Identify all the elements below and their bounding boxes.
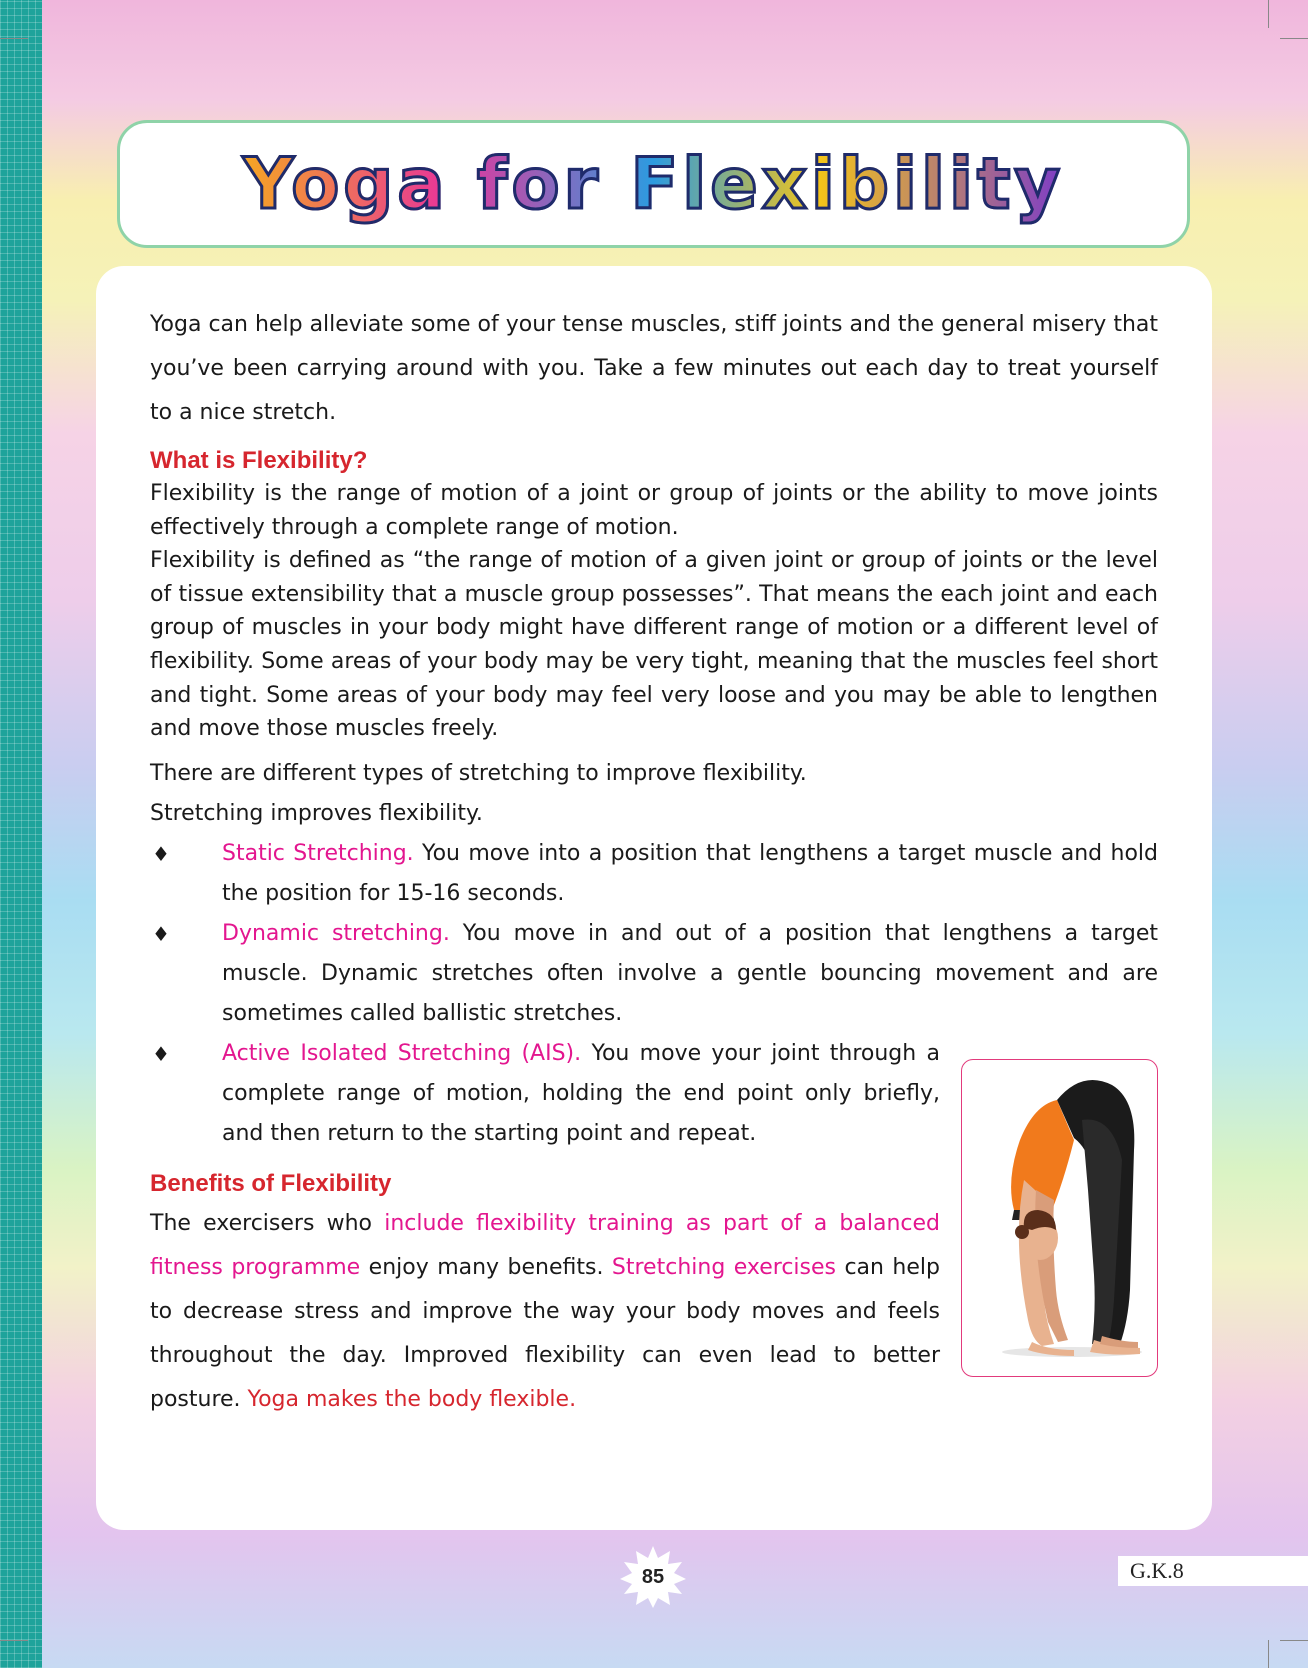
crop-mark xyxy=(1280,1640,1308,1641)
intro-paragraph: Yoga can help alleviate some of your tense muscles, stiff joints and the general misery that you’ve been carrying around with you. Take a few minutes out each day to treat yourself to a nice stretch. xyxy=(150,312,1158,425)
benefits-conclusion: Yoga makes the body flexible. xyxy=(247,1386,577,1412)
stretching-improves-line: Stretching improves flexibility. xyxy=(150,800,483,826)
list-item xyxy=(150,914,1158,1034)
benefits-highlight: include flexibility training as part of a balanced fitness programme xyxy=(150,1210,940,1280)
bullet-term: Dynamic stretching. xyxy=(222,920,450,946)
page-number: 85 xyxy=(641,1565,665,1588)
flexibility-paragraph-1: Flexibility is the range of motion of a joint or group of joints or the ability to move joints effectively through a complete range of motion. xyxy=(150,481,1158,540)
diamond-bullet-icon: ♦ xyxy=(152,841,170,866)
title-banner xyxy=(117,120,1190,248)
diamond-bullet-icon: ♦ xyxy=(152,1041,170,1066)
benefits-highlight: Stretching exercises xyxy=(611,1254,836,1280)
crop-mark xyxy=(0,1640,28,1641)
diamond-bullet-icon: ♦ xyxy=(152,921,170,946)
crop-mark xyxy=(0,38,28,39)
section-heading-flexibility: What is Flexibility? xyxy=(150,447,368,474)
list-item xyxy=(150,1034,940,1154)
benefits-paragraph xyxy=(150,1202,940,1422)
crop-mark xyxy=(1268,1640,1269,1668)
bullet-text: You move into a position that lengthens a target muscle and hold the position for 15-16 seconds. xyxy=(222,840,1158,906)
list-item xyxy=(150,834,1158,914)
page-title: Yoga for Flexibility xyxy=(242,143,1065,225)
crop-mark xyxy=(1268,0,1269,28)
stretching-types-line: There are different types of stretching to improve flexibility. xyxy=(150,760,807,786)
benefits-text: can help to decrease stress and improve the way your body moves and feels throughout the day. Improved flexibility can even lead to better posture. xyxy=(150,1254,940,1412)
bullet-term: Static Stretching. xyxy=(222,840,414,866)
bullet-term: Active Isolated Stretching (AIS). xyxy=(222,1040,582,1066)
crop-mark xyxy=(1280,38,1308,39)
bullet-text: You move your joint through a complete range of motion, holding the end point only briefly, and then return to the starting point and repeat. xyxy=(222,1040,940,1146)
page-number-badge xyxy=(620,1546,686,1608)
book-spine-strip xyxy=(0,0,42,1668)
benefits-text: enjoy many benefits. xyxy=(360,1254,612,1280)
book-label: G.K.8 xyxy=(1118,1556,1308,1586)
flexibility-paragraph-2: Flexibility is defined as “the range of motion of a given joint or group of joints or the level of tissue extensibility that a muscle group possesses”. That means the each joint and each group of muscles in your body might have different range of motion or a different level of flexibility. Some areas of your body may be very tight, meaning that the muscles feel short and tight. Some areas of your body may feel very loose and you may be able to lengthen and move those muscles freely. xyxy=(150,548,1158,742)
section-heading-benefits: Benefits of Flexibility xyxy=(150,1169,392,1197)
bullet-text: You move in and out of a position that lengthens a target muscle. Dynamic stretches often involve a gentle bouncing movement and are sometimes called ballistic stretches. xyxy=(222,920,1158,1026)
benefits-text: The exercisers who xyxy=(150,1210,385,1236)
forward-bend-illustration xyxy=(962,1060,1158,1377)
yoga-pose-photo xyxy=(961,1059,1158,1377)
